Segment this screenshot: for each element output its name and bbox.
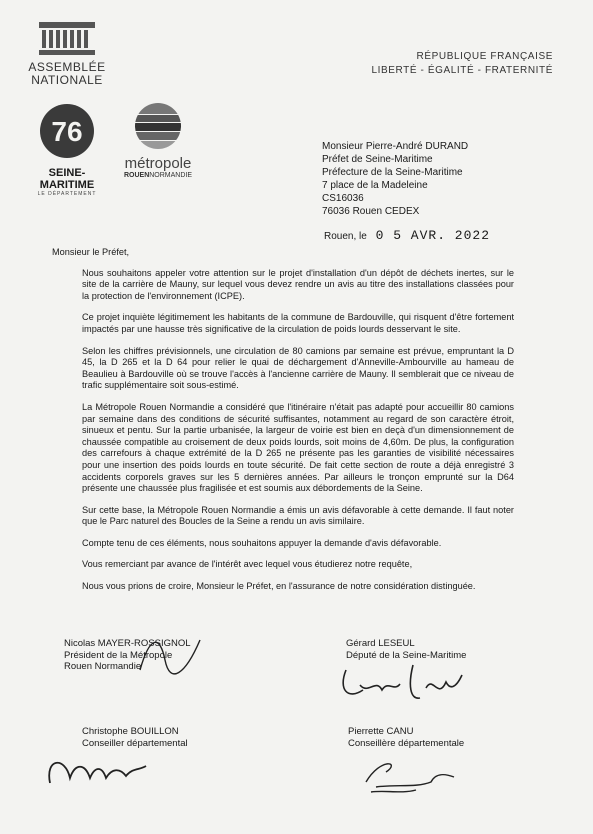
signature-bouillon: [40, 748, 150, 793]
body-paragraph: Ce projet inquiète légitimement les habitants de la commune de Bardouville, qui risquent d'être fortement impactés par une hausse très significative de la circulation de poids lourds desservant le site.: [82, 312, 514, 334]
signatory-title: Conseillère départementale: [348, 737, 465, 749]
assemblee-building-icon: [37, 22, 97, 56]
seine-maritime-name: SEINE-MARITIME: [39, 167, 95, 191]
signatory-title: Conseiller départemental: [82, 737, 188, 749]
body-paragraph: Compte tenu de ces éléments, nous souhaitons appuyer la demande d'avis défavorable.: [82, 537, 442, 548]
body-paragraph: Vous remerciant par avance de l'intérêt avec lequel vous étudierez notre requête,: [82, 559, 413, 570]
date-place: Rouen, le: [324, 231, 367, 242]
date-stamp: 0 5 AVR. 2022: [375, 228, 491, 243]
signatory-name: Nicolas MAYER-ROSSIGNOL: [64, 638, 191, 649]
signature-canu: [356, 752, 466, 797]
metropole-circle-icon: [132, 102, 184, 150]
seine-maritime-logo: [22, 102, 112, 197]
signatory-name: Gérard LESEUL: [346, 638, 415, 649]
recipient-line: CS16036: [322, 193, 364, 204]
signatory-title: Président de la Métropole: [64, 649, 173, 661]
letter-body: [52, 247, 514, 603]
metropole-logo: [118, 102, 198, 179]
republique-francaise-header: [371, 50, 553, 78]
salutation: Monsieur le Préfet,: [52, 247, 130, 257]
recipient-line: 7 place de la Madeleine: [322, 180, 428, 191]
body-paragraph: Nous souhaitons appeler votre attention sur le projet d'installation d'un dépôt de déchets inertes, sur le site de la carrière de Mauny, sur lequel vous devez rendre un avis au titre des installations classées pour la protection de l'environnement (ICPE).: [82, 267, 514, 301]
signatory-block: [82, 726, 188, 749]
recipient-address: [322, 140, 468, 218]
metropole-name: métropole: [124, 155, 192, 172]
signatory-title: Député de la Seine-Maritime: [346, 649, 467, 661]
signature-mayer-rossignol: [130, 630, 210, 680]
body-paragraph: Nous vous prions de croire, Monsieur le Préfet, en l'assurance de notre considération distinguée.: [82, 581, 476, 592]
republique-text: RÉPUBLIQUE FRANÇAISE: [416, 51, 553, 62]
recipient-line: 76036 Rouen CEDEX: [322, 206, 420, 217]
signatory-title: Rouen Normandie: [64, 661, 142, 672]
signatory-name: Christophe BOUILLON: [82, 726, 179, 737]
recipient-line: Préfecture de la Seine-Maritime: [322, 167, 463, 178]
seine-maritime-badge-icon: [38, 102, 96, 160]
body-paragraph: Sur cette base, la Métropole Rouen Normandie a émis un avis défavorable à cette demande. Il faut noter que le Parc naturel des Boucles de la Seine a rendu un avis similaire.: [82, 504, 514, 527]
assemblee-line2: NATIONALE: [31, 73, 103, 87]
body-paragraph: Selon les chiffres prévisionnels, une circulation de 80 camions par semaine est prévue, empruntant la D 45, la D 265 et la D 64 pour relier le quai de déchargement d'Anneville-Ambourville au hameau de Beaulieu à Bardouville où se trouve l'accès à l'ancienne carrière de Mauny. Il semblerait que ce niveau de trafic supplémentaire soit sous-estimé.: [82, 345, 514, 391]
signatory-block: [348, 726, 464, 749]
seine-maritime-number: 76: [51, 116, 83, 147]
signature-leseul: [338, 660, 468, 710]
signatory-name: Pierrette CANU: [348, 726, 414, 737]
letter-date: [324, 228, 490, 243]
assemblee-nationale-logo: [22, 22, 112, 87]
metropole-sub: ROUENNORMANDIE: [123, 172, 193, 179]
body-paragraph: La Métropole Rouen Normandie a considéré que l'itinéraire n'était pas adapté pour accueillir 80 camions par semaine dans des conditions de sécurité suffisantes, notamment au regard de son caractère étroit, sinueux et pentu. Sur la partie urbanisée, la largeur de voirie est bien en deçà d'un dimensionnement de chaussée compatible au croisement de deux poids lourds, soit moins de 4,60m. De plus, la configuration des carrefours à chaque extrémité de la D 265 ne présente pas les garanties de visibilité nécessaires pour une insertion des poids lourds en toute sécurité. De fait cette section de route a déjà enregistré 3 accidents corporels graves sur les 5 dernières années. Par ailleurs le tronçon emprunté sur la D64 présente une chaussée plus fragilisée et est soumis aux débordements de la Seine.: [82, 401, 514, 494]
assemblee-line1: ASSEMBLÉE: [28, 60, 106, 74]
recipient-line: Monsieur Pierre-André DURAND: [322, 141, 469, 152]
signatory-block: [346, 638, 466, 661]
recipient-line: Préfet de Seine-Maritime: [322, 154, 433, 165]
seine-maritime-sub: LE DÉPARTEMENT: [37, 191, 97, 197]
devise-text: LIBERTÉ - ÉGALITÉ - FRATERNITÉ: [371, 65, 553, 76]
